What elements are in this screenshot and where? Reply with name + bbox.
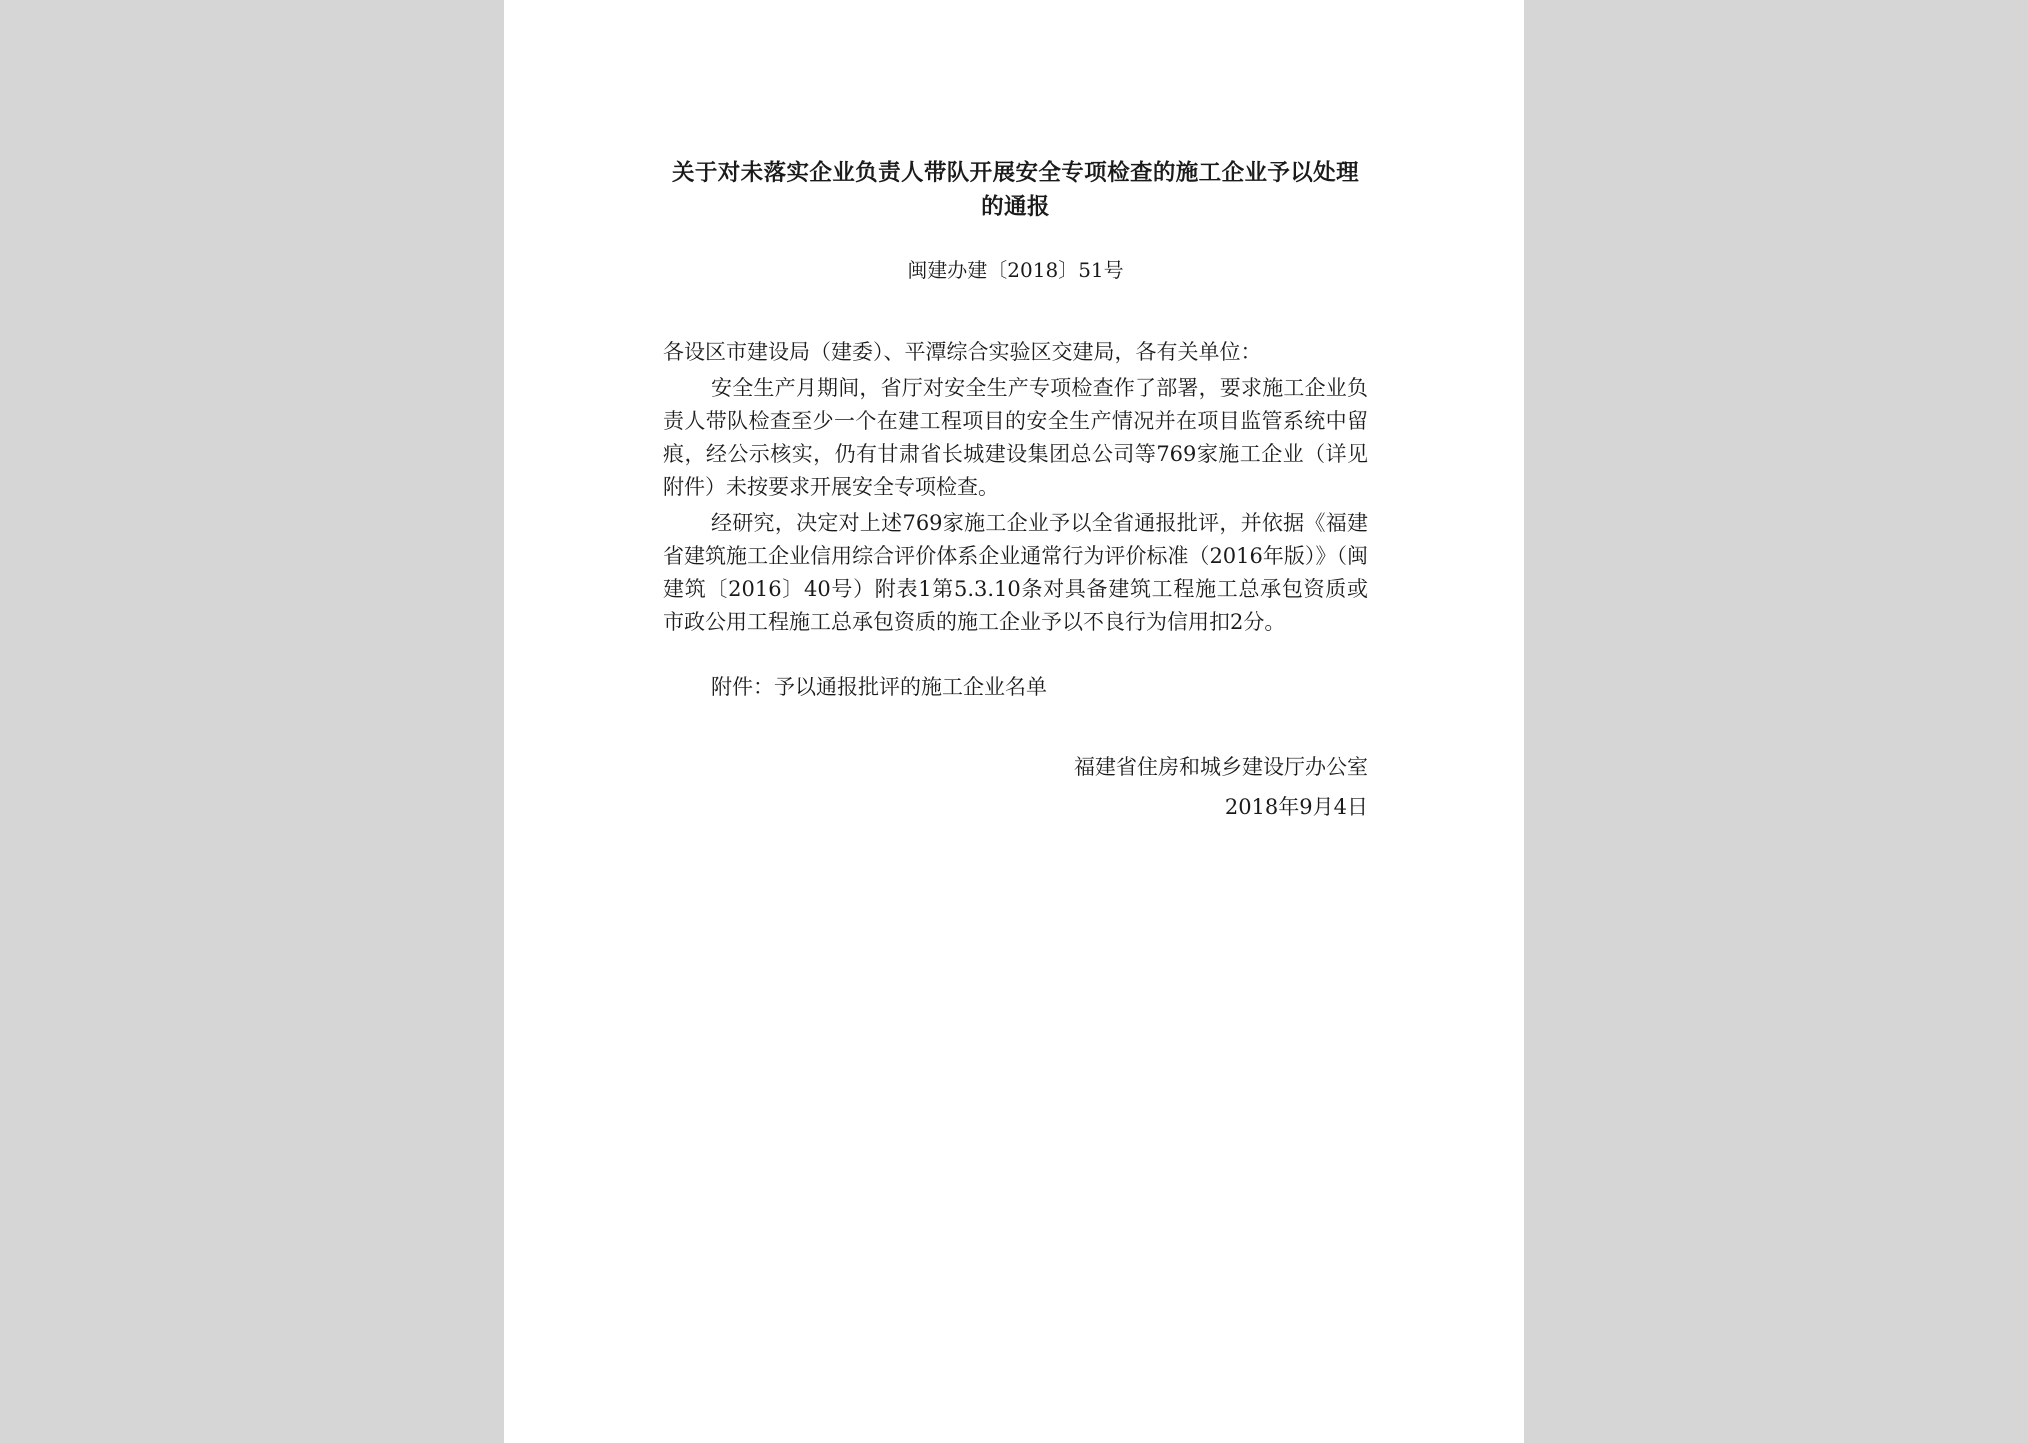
document-page — [504, 0, 1524, 1443]
signature-date: 2018年9月4日 — [1224, 795, 1368, 819]
attachment-note: 附件：予以通报批评的施工企业名单 — [711, 675, 1047, 699]
body-paragraph: 安全生产月期间，省厅对安全生产专项检查作了部署，要求施工企业负责人带队检查至少一个在建工程项目的安全生产情况并在项目监管系统中留痕，经公示核实，仍有甘肃省长城建设集团总公司等769家施工企业（详见附件）未按要求开展安全专项检查。 — [663, 376, 1368, 499]
addressee-line: 各设区市建设局（建委）、平潭综合实验区交建局，各有关单位： — [663, 340, 1262, 364]
document-number: 闽建办建〔2018〕51号 — [907, 258, 1124, 282]
signer-office: 福建省住房和城乡建设厅办公室 — [1074, 755, 1368, 779]
document-title: 关于对未落实企业负责人带队开展安全专项检查的施工企业予以处理的通报 — [671, 160, 1359, 220]
body-paragraph: 经研究，决定对上述769家施工企业予以全省通报批评，并依据《福建省建筑施工企业信用综合评价体系企业通常行为评价标准（2016年版）》（闽建筑〔2016〕40号）附表1第5.3.10条对具备建筑工程施工总承包资质或市政公用工程施工总承包资质的施工企业予以不良行为信用扣2分。 — [663, 511, 1368, 634]
